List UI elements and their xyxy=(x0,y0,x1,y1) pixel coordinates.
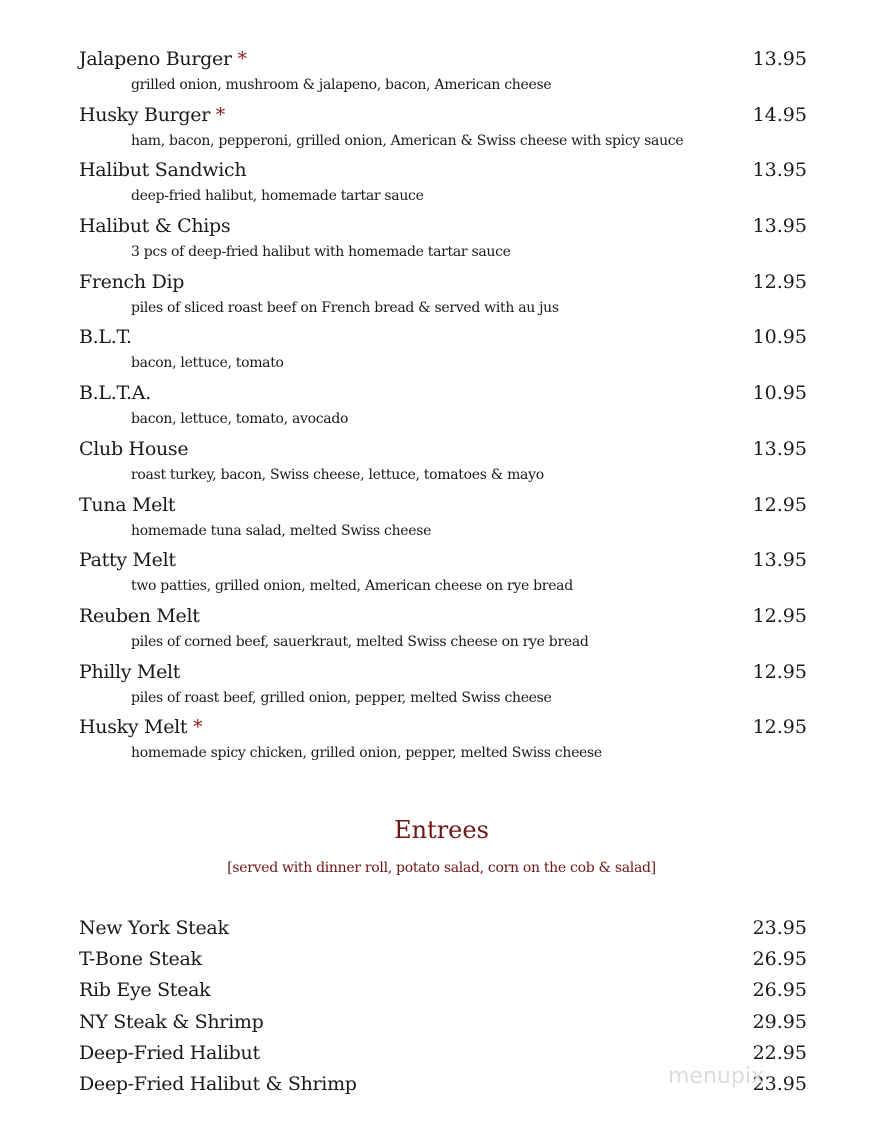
item-price: 13.95 xyxy=(752,437,807,460)
entree-name: NY Steak & Shrimp xyxy=(79,1010,264,1033)
item-price: 12.95 xyxy=(752,270,807,293)
item-name xyxy=(79,268,184,296)
item-description: piles of roast beef, grilled onion, pepper, melted Swiss cheese xyxy=(131,689,552,706)
item-description: two patties, grilled onion, melted, American cheese on rye bread xyxy=(131,578,573,595)
entree-item xyxy=(79,945,807,976)
entree-item xyxy=(79,976,807,1007)
item-name-text: B.L.T. xyxy=(79,326,132,349)
item-name xyxy=(79,45,247,73)
menu-item xyxy=(79,435,807,491)
entrees-subtitle: [served with dinner roll, potato salad, corn on the cob & salad] xyxy=(227,860,656,876)
entree-name: Rib Eye Steak xyxy=(79,979,211,1002)
item-price: 13.95 xyxy=(752,549,807,572)
menu-item xyxy=(79,212,807,268)
item-price: 12.95 xyxy=(752,604,807,627)
menu-item xyxy=(79,658,807,714)
item-description: homemade tuna salad, melted Swiss cheese xyxy=(131,522,432,539)
entree-name: Deep-Fried Halibut & Shrimp xyxy=(79,1072,357,1095)
item-description: roast turkey, bacon, Swiss cheese, lettuce, tomatoes & mayo xyxy=(131,466,544,483)
entree-item xyxy=(79,1008,807,1039)
item-name-text: Husky Burger xyxy=(79,103,211,126)
item-name xyxy=(79,602,200,630)
menu-item xyxy=(79,45,807,101)
entree-price: 23.95 xyxy=(752,1072,807,1095)
item-price: 12.95 xyxy=(752,716,807,739)
item-name-text: Philly Melt xyxy=(79,660,181,683)
item-description: deep-fried halibut, homemade tartar sauce xyxy=(131,188,424,205)
entree-name: Deep-Fried Halibut xyxy=(79,1041,260,1064)
menu-item xyxy=(79,491,807,547)
item-price: 14.95 xyxy=(752,103,807,126)
menu-item xyxy=(79,713,807,769)
entree-price: 26.95 xyxy=(752,948,807,971)
spicy-marker: * xyxy=(215,103,225,126)
menu-item xyxy=(79,101,807,157)
item-name xyxy=(79,323,132,351)
item-name-text: Club House xyxy=(79,437,189,460)
item-price: 12.95 xyxy=(752,493,807,516)
item-name-text: Halibut & Chips xyxy=(79,215,231,238)
menu-item xyxy=(79,379,807,435)
spicy-marker: * xyxy=(237,48,247,70)
item-description: bacon, lettuce, tomato, avocado xyxy=(131,411,349,428)
item-description: grilled onion, mushroom & jalapeno, bacon, American cheese xyxy=(131,77,552,93)
menu-item xyxy=(79,323,807,379)
item-price: 13.95 xyxy=(752,159,807,182)
entree-item xyxy=(79,914,807,945)
entree-price: 29.95 xyxy=(752,1010,807,1033)
item-name-text: Husky Melt xyxy=(79,716,188,739)
watermark-logo: menupix xyxy=(668,1064,764,1089)
menu-item xyxy=(79,268,807,324)
item-name xyxy=(79,713,202,741)
item-price: 12.95 xyxy=(752,660,807,683)
item-name xyxy=(79,156,246,184)
item-description: ham, bacon, pepperoni, grilled onion, American & Swiss cheese with spicy sauce xyxy=(131,132,684,149)
entrees-heading: Entrees xyxy=(394,816,489,844)
item-name-text: Reuben Melt xyxy=(79,604,200,627)
item-name-text: B.L.T.A. xyxy=(79,382,151,405)
item-name-text: French Dip xyxy=(79,270,185,293)
entree-price: 22.95 xyxy=(752,1041,807,1064)
menu-item xyxy=(79,156,807,212)
item-description: homemade spicy chicken, grilled onion, pepper, melted Swiss cheese xyxy=(131,745,602,762)
item-description: 3 pcs of deep-fried halibut with homemade tartar sauce xyxy=(131,244,511,261)
sandwich-list xyxy=(79,45,807,769)
item-name xyxy=(79,212,230,240)
item-price: 13.95 xyxy=(752,215,807,238)
entree-name: T-Bone Steak xyxy=(79,948,202,971)
item-price: 10.95 xyxy=(752,382,807,405)
item-name xyxy=(79,379,151,407)
item-price: 13.95 xyxy=(752,48,807,70)
menu-item xyxy=(79,602,807,658)
item-name xyxy=(79,658,180,686)
item-name xyxy=(79,435,188,463)
entree-price: 26.95 xyxy=(752,979,807,1002)
menu-item xyxy=(79,546,807,602)
item-name xyxy=(79,101,225,129)
entree-price: 23.95 xyxy=(752,917,807,939)
item-name-text: Jalapeno Burger xyxy=(79,48,232,70)
item-description: piles of corned beef, sauerkraut, melted Swiss cheese on rye bread xyxy=(131,633,589,650)
item-name-text: Patty Melt xyxy=(79,549,176,572)
item-name-text: Tuna Melt xyxy=(79,493,176,516)
item-price: 10.95 xyxy=(752,326,807,349)
entree-name: New York Steak xyxy=(79,917,229,939)
spicy-marker: * xyxy=(193,716,203,739)
item-name xyxy=(79,491,175,519)
item-name xyxy=(79,546,176,574)
item-name-text: Halibut Sandwich xyxy=(79,159,247,182)
item-description: bacon, lettuce, tomato xyxy=(131,355,284,372)
item-description: piles of sliced roast beef on French bread & served with au jus xyxy=(131,299,559,316)
